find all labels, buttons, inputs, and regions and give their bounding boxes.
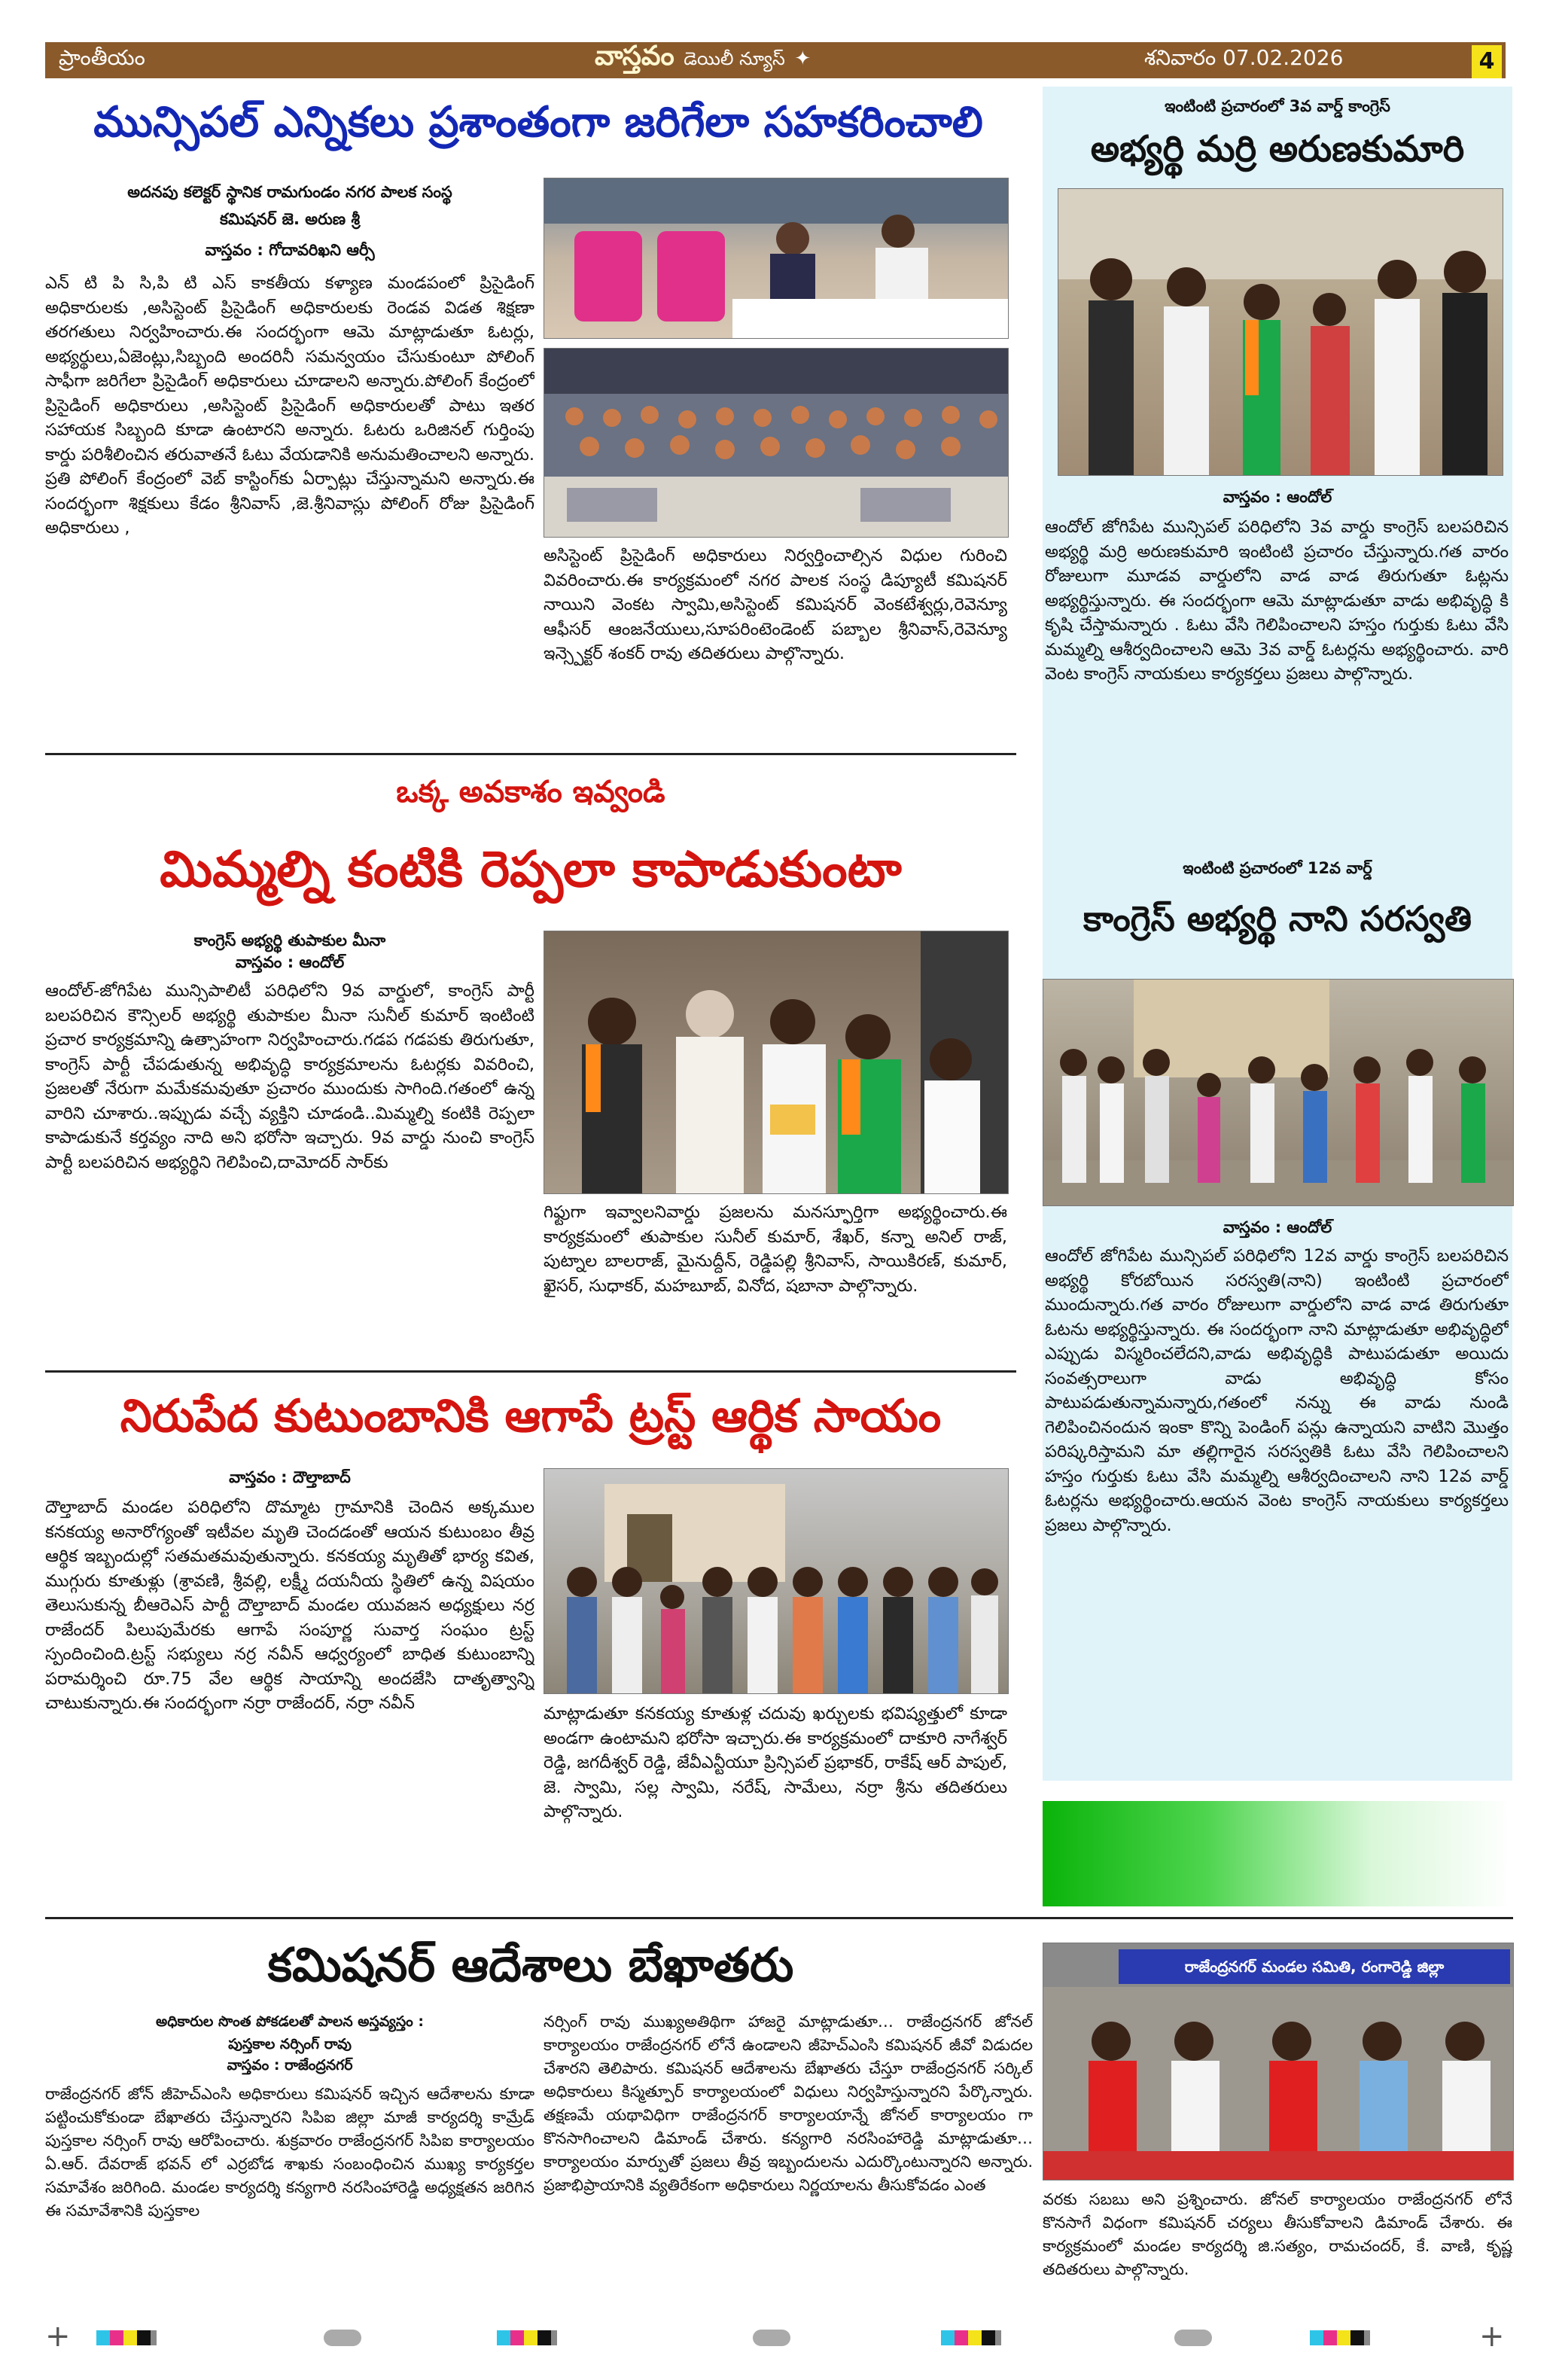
story2-photo-campaign <box>544 931 1009 1194</box>
story4-column-1: రాజేంద్రనగర్ జోన్ జీహెచ్ఎంసి అధికారులు కమిషనర్ ఇచ్చిన ఆదేశాలను కూడా పట్టించుకోకుండా బేఖాతరు చేస్తున్నారని సిపిఐ జిల్లా మాజీ కార్యదర్శి కామ్రేడ్ పుస్తకాల నర్సింగ్ రావు ఆరోపించారు. శుక్రవారం రాజేంద్రనగర్ సిపిఐ కార్యాలయం ఏ.ఆర్. దేవరాజ్ భవన్ లో ఎర్రబోడ శాఖకు సంబంధించిన ముఖ్య కార్యకర్తల సమావేశం జరిగింది. మండల కార్యదర్శి కన్యగారి నరసింహారెడ్డి అధ్యక్షతన జరిగిన ఈ సమావేశానికి పుస్తకాల <box>45 2085 534 2220</box>
color-bar-4 <box>1310 2330 1370 2345</box>
divider-1 <box>45 753 1016 755</box>
story1-headline: మున్సిపల్ ఎన్నికలు ప్రశాంతంగా జరిగేలా సహకరించాలి <box>93 98 983 147</box>
story2-kicker: ఒక్క అవకాశం ఇవ్వండి <box>396 775 665 809</box>
story3-dateline: వాస్తవం : దౌల్తాబాద్ <box>229 1468 351 1486</box>
registration-pill-1 <box>324 2330 361 2346</box>
sidebar2-dateline: వాస్తవం : ఆందోల్ <box>1223 1218 1332 1236</box>
page-number: 4 <box>1472 45 1502 78</box>
story2-column-2: గిఫ్టుగా ఇవ్వాలనివార్డు ప్రజలను మనస్ఫూర్తిగా అభ్యర్థించారు.ఈ కార్యక్రమంలో తుపాకుల సునీల్ కుమార్, శేఖర్, కన్నా అనిల్ రాజ్, పుట్నాల బాలరాజ్, మైనుద్దీన్, రెడ్డిపల్లి శ్రీనివాస్, సాయికిరణ్, కుమార్, ఖైసర్, సుధాకర్, మహబూబ్, వినోద, షబానా పాల్గొన్నారు. <box>544 1202 1007 1296</box>
sidebar1-photo-art <box>1058 189 1503 475</box>
story1-photo-officials-art <box>544 178 1008 338</box>
sidebar2-headline: కాంగ్రెస్ అభ్యర్థి నాని సరస్వతి <box>1083 898 1472 939</box>
registration-cross-left: + <box>45 2319 71 2354</box>
story4-photo-meeting-art <box>1043 1943 1513 2180</box>
sidebar1-headline: అభ్యర్థి మర్రి అరుణకుమారి <box>1090 128 1465 170</box>
sidebar2-kicker: ఇంటింటి ప్రచారంలో 12వ వార్డ్ <box>1183 859 1372 877</box>
story2-byline: కాంగ్రెస్ అభ్యర్థి తుపాకుల మీనా <box>193 931 386 949</box>
story3-photo-trust <box>544 1468 1009 1694</box>
story1-byline-1: అదనపు కలెక్టర్ స్థానిక రామగుండం నగర పాలక సంస్థ <box>127 183 452 201</box>
story1-dateline: వాస్తవం : గోదావరిఖని ఆర్సీ <box>205 241 375 259</box>
story1-byline-2: కమిషనర్ జె. అరుణ శ్రీ <box>219 210 361 228</box>
sidebar1-dateline: వాస్తవం : ఆందోల్ <box>1223 488 1332 506</box>
story4-column-3: వరకు సబబు అని ప్రశ్నించారు. జోనల్ కార్యాలయం రాజేంద్రనగర్ లోనే కొనసాగే విధంగా కమిషనర్ చర్యలు తీసుకోవాలని డిమాండ్ చేశారు. ఈ కార్యక్రమంలో మండల కార్యదర్శి జి.సత్యం, రామచందర్, కే. వాణి, కృష్ణ తదితరులు పాల్గొన్నారు. <box>1043 2190 1512 2278</box>
paper-suffix: డెయిలీ న్యూస్ <box>684 48 785 69</box>
sidebar2-photo-art <box>1043 980 1513 1205</box>
paper-name <box>595 41 811 78</box>
section-label: ప్రాంతీయం <box>59 45 145 70</box>
story4-photo-banner: రాజేంద్రనగర్ మండల సమితి, రంగారెడ్డి జిల్లా <box>1119 1949 1510 1984</box>
story3-photo-trust-art <box>544 1469 1008 1693</box>
story2-photo-campaign-art <box>544 931 1008 1193</box>
story3-headline: నిరుపేద కుటుంబానికి ఆగాపే ట్రస్ట్ ఆర్థిక సాయం <box>120 1390 942 1443</box>
registration-pill-2 <box>753 2330 790 2346</box>
sidebar1-photo <box>1058 188 1503 476</box>
issue-date: శనివారం 07.02.2026 <box>1144 45 1344 70</box>
color-bar-2 <box>497 2330 557 2345</box>
story1-photo-audience <box>544 348 1009 538</box>
sidebar1-kicker: ఇంటింటి ప్రచారంలో 3వ వార్డ్ కాంగ్రెస్ <box>1165 97 1390 115</box>
story4-headline: కమిషనర్ ఆదేశాలు బేఖాతరు <box>267 1937 794 1992</box>
story1-photo-officials <box>544 178 1009 339</box>
story4-byline-1: అధికారుల సొంత పోకడలతో పాలన అస్తవ్యస్తం : <box>156 2013 424 2030</box>
story1-column-2: అసిస్టెంట్ ప్రిసైడింగ్ అధికారులు నిర్వర్తించాల్సిన విధుల గురించి వివరించారు.ఈ కార్యక్రమంలో నగర పాలక సంస్థ డిప్యూటీ కమిషనర్ నాయిని వెంకట స్వామి,అసిస్టెంట్ కమిషనర్ వెంకటేశ్వర్లు,రెవెన్యూ ఆఫీసర్ ఆంజనేయులు,సూపరింటెండెంట్ పబ్బాల శ్రీనివాస్,రెవెన్యూ ఇన్స్పెక్టర్ శంకర్ రావు తదితరులు పాల్గొన్నారు. <box>544 546 1007 663</box>
story1-column-1: ఎన్ టి పి సి,పి టి ఎస్ కాకతీయ కళ్యాణ మండపంలో ప్రిసైడింగ్ అధికారులకు ,అసిస్టెంట్ ప్రిసైడింగ్ అధికారులకు రెండవ విడత శిక్షణా తరగతులు నిర్వహించారు.ఈ సందర్భంగా ఆమె మాట్లాడుతూ ఓటర్లు, అభ్యర్థులు,ఏజెంట్లు,సిబ్బంది అందరినీ సమన్వయం చేసుకుంటూ పోలింగ్ సాఫీగా జరిగేలా ప్రిసైడింగ్ అధికారులు చూడాలని అన్నారు.పోలింగ్ కేంద్రంలో ప్రిసైడింగ్ అధికారులు ,అసిస్టెంట్ ప్రిసైడింగ్ అధికారులతో పాటు ఇతర సహాయక సిబ్బంది కూడా ఉంటారని అన్నారు. ఓటరు ఒరిజినల్ గుర్తింపు కార్డు పరిశీలించిన తరువాతనే ఓటు వేయడానికి అనుమతించాలని అన్నారు. ప్రతి పోలింగ్ కేంద్రంలో వెబ్ కాస్టింగ్‌కు ఏర్పాట్లు చేస్తున్నామని అన్నారు.ఈ సందర్భంగా శిక్షకులు కేడం శ్రీనివాస్ ,జె.శ్రీనివాస్లు పోలింగ్ రోజు ప్రిసైడింగ్ అధికారులు , <box>45 273 534 538</box>
divider-2 <box>45 1370 1016 1373</box>
registration-cross-right: + <box>1479 2319 1505 2354</box>
paper-title: వాస్తవం <box>595 41 674 72</box>
story2-column-1: ఆందోల్-జోగిపేట మున్సిపాలిటీ పరిధిలోని 9వ వార్డులో, కాంగ్రెస్ పార్టీ బలపరిచిన కౌన్సిలర్ అభ్యర్థి తుపాకుల మీనా సునీల్ కుమార్ ఇంటింటి ప్రచార కార్యక్రమాన్ని ఉత్సాహంగా నిర్వహించారు.గడప గడపకు తిరుగుతూ, కాంగ్రెస్ పార్టీ చేపడుతున్న అభివృద్ధి కార్యక్రమాలను ఓటర్లకు వివరించి, ప్రజలతో నేరుగా మమేకమవుతూ ప్రచారం ముందుకు సాగింది.గతంలో ఉన్న వారిని చూశారు..ఇప్పుడు వచ్చే వ్యక్తిని చూడండి..మిమ్మల్ని కంటికి రెప్పలా కాపాడుకునే కర్తవ్యం నాది అని భరోసా ఇచ్చారు. 9వ వార్డు నుంచి కాంగ్రెస్ పార్టీ బలపరిచిన అభ్యర్థిని గెలిపించి,దామోదర్ సార్‌కు <box>45 981 534 1172</box>
story3-column-1: దౌల్తాబాద్ మండల పరిధిలోని దొమ్మాట గ్రామానికి చెందిన అక్కముల కనకయ్య అనారోగ్యంతో ఇటీవల మృతి చెందడంతో ఆయన కుటుంబం తీవ్ర ఆర్థిక ఇబ్బందుల్లో సతమతమవుతున్నారు. కనకయ్య మృతితో భార్య కవిత, ముగ్గురు కూతుళ్లు (శ్రావణి, శ్రీవల్లి, లక్ష్మీ దయనీయ స్థితిలో ఉన్న విషయం తెలుసుకున్న బీఆరెఎస్ పార్టీ దౌల్తాబాద్ మండల యువజన అధ్యక్షులు నర్ర రాజేందర్ పిలుపుమేరకు ఆగాపే సంపూర్ణ సువార్త సంఘం ట్రస్ట్ స్పందించింది.ట్రస్ట్ సభ్యులు నర్ర నవీన్ ఆధ్వర్యంలో బాధిత కుటుంబాన్ని పరామర్శించి రూ.75 వేల ఆర్థిక సాయాన్ని అందజేసి దాతృత్వాన్ని చాటుకున్నారు.ఈ సందర్భంగా నర్రా రాజేందర్, నర్రా నవీన్ <box>45 1498 534 1713</box>
sidebar1-body: ఆందోల్ జోగిపేట మున్సిపల్ పరిధిలోని 3వ వార్డు కాంగ్రెస్ బలపరిచిన అభ్యర్థి మర్రి అరుణకుమారి ఇంటింటి ప్రచారం చేస్తున్నారు.గత వారం రోజులుగా మూడవ వార్డులోని వాడ వాడ తిరుగుతూ ఓట్లను అభ్యర్థిస్తున్నారు. ఈ సందర్భంగా ఆమె మాట్లాడుతూ వాడు అభివృద్ధి కి కృషి చేస్తామన్నారు . ఓటు వేసి గెలిపించాలని హస్తం గుర్తుకు ఓటు వేసి మమ్మల్ని ఆశీర్వదించాలని ఆమె 3వ వార్డ్ ఓటర్లను అభ్యర్థించారు. వారి వెంట కాంగ్రెస్ నాయకులు కార్యకర్తలు ప్రజలు పాల్గొన్నారు. <box>1045 517 1509 684</box>
color-bar-3 <box>941 2330 1001 2345</box>
story4-photo-meeting <box>1043 1943 1514 2180</box>
story4-byline-2: పుస్తకాల నర్సింగ్ రావు <box>228 2036 352 2052</box>
story4-dateline: వాస్తవం : రాజేంద్రనగర్ <box>227 2057 353 2074</box>
bird-logo-icon: ✦ <box>794 47 811 70</box>
divider-3 <box>45 1917 1513 1919</box>
story2-dateline: వాస్తవం : ఆందోల్ <box>235 953 345 971</box>
story2-headline: మిమ్మల్ని కంటికి రెప్పలా కాపాడుకుంటా <box>160 840 902 898</box>
story1-photo-audience-art <box>544 349 1008 537</box>
story4-column-2: నర్సింగ్ రావు ముఖ్యఅతిథిగా హాజరై మాట్లాడుతూ… రాజేంద్రనగర్ జోనల్ కార్యాలయం రాజేంద్రనగర్ లోనే ఉండాలని జీహెచ్ఎంసి కమిషనర్ జీవో విడుదల చేశారని తెలిపారు. కమిషనర్ ఆదేశాలను బేఖాతరు చేస్తూ రాజేంద్రనగర్ సర్కిల్ అధికారులు కిస్మత్పూర్ కార్యాలయంలో విధులు నిర్వహిస్తున్నారని పేర్కొన్నారు. తక్షణమే యథావిధిగా రాజేంద్రనగర్ కార్యాలయాన్నే జోనల్ కార్యాలయం గా కొనసాగించాలని డిమాండ్ చేశారు. కన్యగారి నరసింహారెడ్డి మాట్లాడుతూ… కార్యాలయం మార్పుతో ప్రజలు తీవ్ర ఇబ్బందులను ఎదుర్కొంటున్నారని అన్నారు. ప్రజాభిప్రాయానికి వ్యతిరేకంగా అధికారులు నిర్ణయాలను తీసుకోవడం ఎంత <box>544 2013 1033 2194</box>
sidebar2-body: ఆందోల్ జోగిపేట మున్సిపల్ పరిధిలోని 12వ వార్డు కాంగ్రెస్ బలపరిచిన అభ్యర్థి కోరబోయిన సరస్వతి(నాని) ఇంటింటి ప్రచారంలో ముందున్నారు.గత వారం రోజులుగా వార్డులోని వాడ వాడ తిరుగుతూ ఓటను అభ్యర్థిస్తున్నారు. ఈ సందర్భంగా నాని మాట్లాడుతూ అభివృద్ధిలో ఎప్పుడు విస్మరించలేదని,వాడు అభివృద్ధికి పాటుపడుతూ అయిదు సంవత్సరాలుగా వాడు అభివృద్ధి కోసం పాటుపడుతున్నామన్నారు,గతంలో నన్ను ఈ వాడు నుండి గెలిపించినందున ఇంకా కొన్ని పెండింగ్ పన్లు ఉన్నాయని వాటిని మొత్తం పరిష్కరిస్తామని మా తల్లిగారైన సరస్వతికి ఓటు వేసి గెలిపించాలని హస్తం గుర్తుకు ఓటు వేసి మమ్మల్ని ఆశీర్వదించాలని నాని 12వ వార్డ్ ఓటర్లను అభ్యర్థించారు.ఆయన వెంట కాంగ్రెస్ నాయకులు కార్యకర్తలు ప్రజలు పాల్గొన్నారు. <box>1045 1246 1509 1535</box>
sidebar2-photo <box>1043 979 1514 1206</box>
story3-column-2: మాట్లాడుతూ కనకయ్య కూతుళ్ల చదువు ఖర్చులకు భవిష్యత్తులో కూడా అండగా ఉంటామని భరోసా ఇచ్చారు.ఈ కార్యక్రమంలో దాకూరి నాగేశ్వర్ రెడ్డి, జగదీశ్వర్ రెడ్డి, జేవీఎన్టీయూ ప్రిన్సిపల్ ప్రభాకర్, రాకేష్ ఆర్ పాపుల్, జె. స్వామి, సల్ల స్వామి, నరేష్, సామేలు, నర్రా శ్రీను తదితరులు పాల్గొన్నారు. <box>544 1704 1007 1821</box>
registration-pill-3 <box>1174 2330 1212 2346</box>
color-bar-1 <box>96 2330 157 2345</box>
green-ad-box <box>1043 1801 1512 1906</box>
